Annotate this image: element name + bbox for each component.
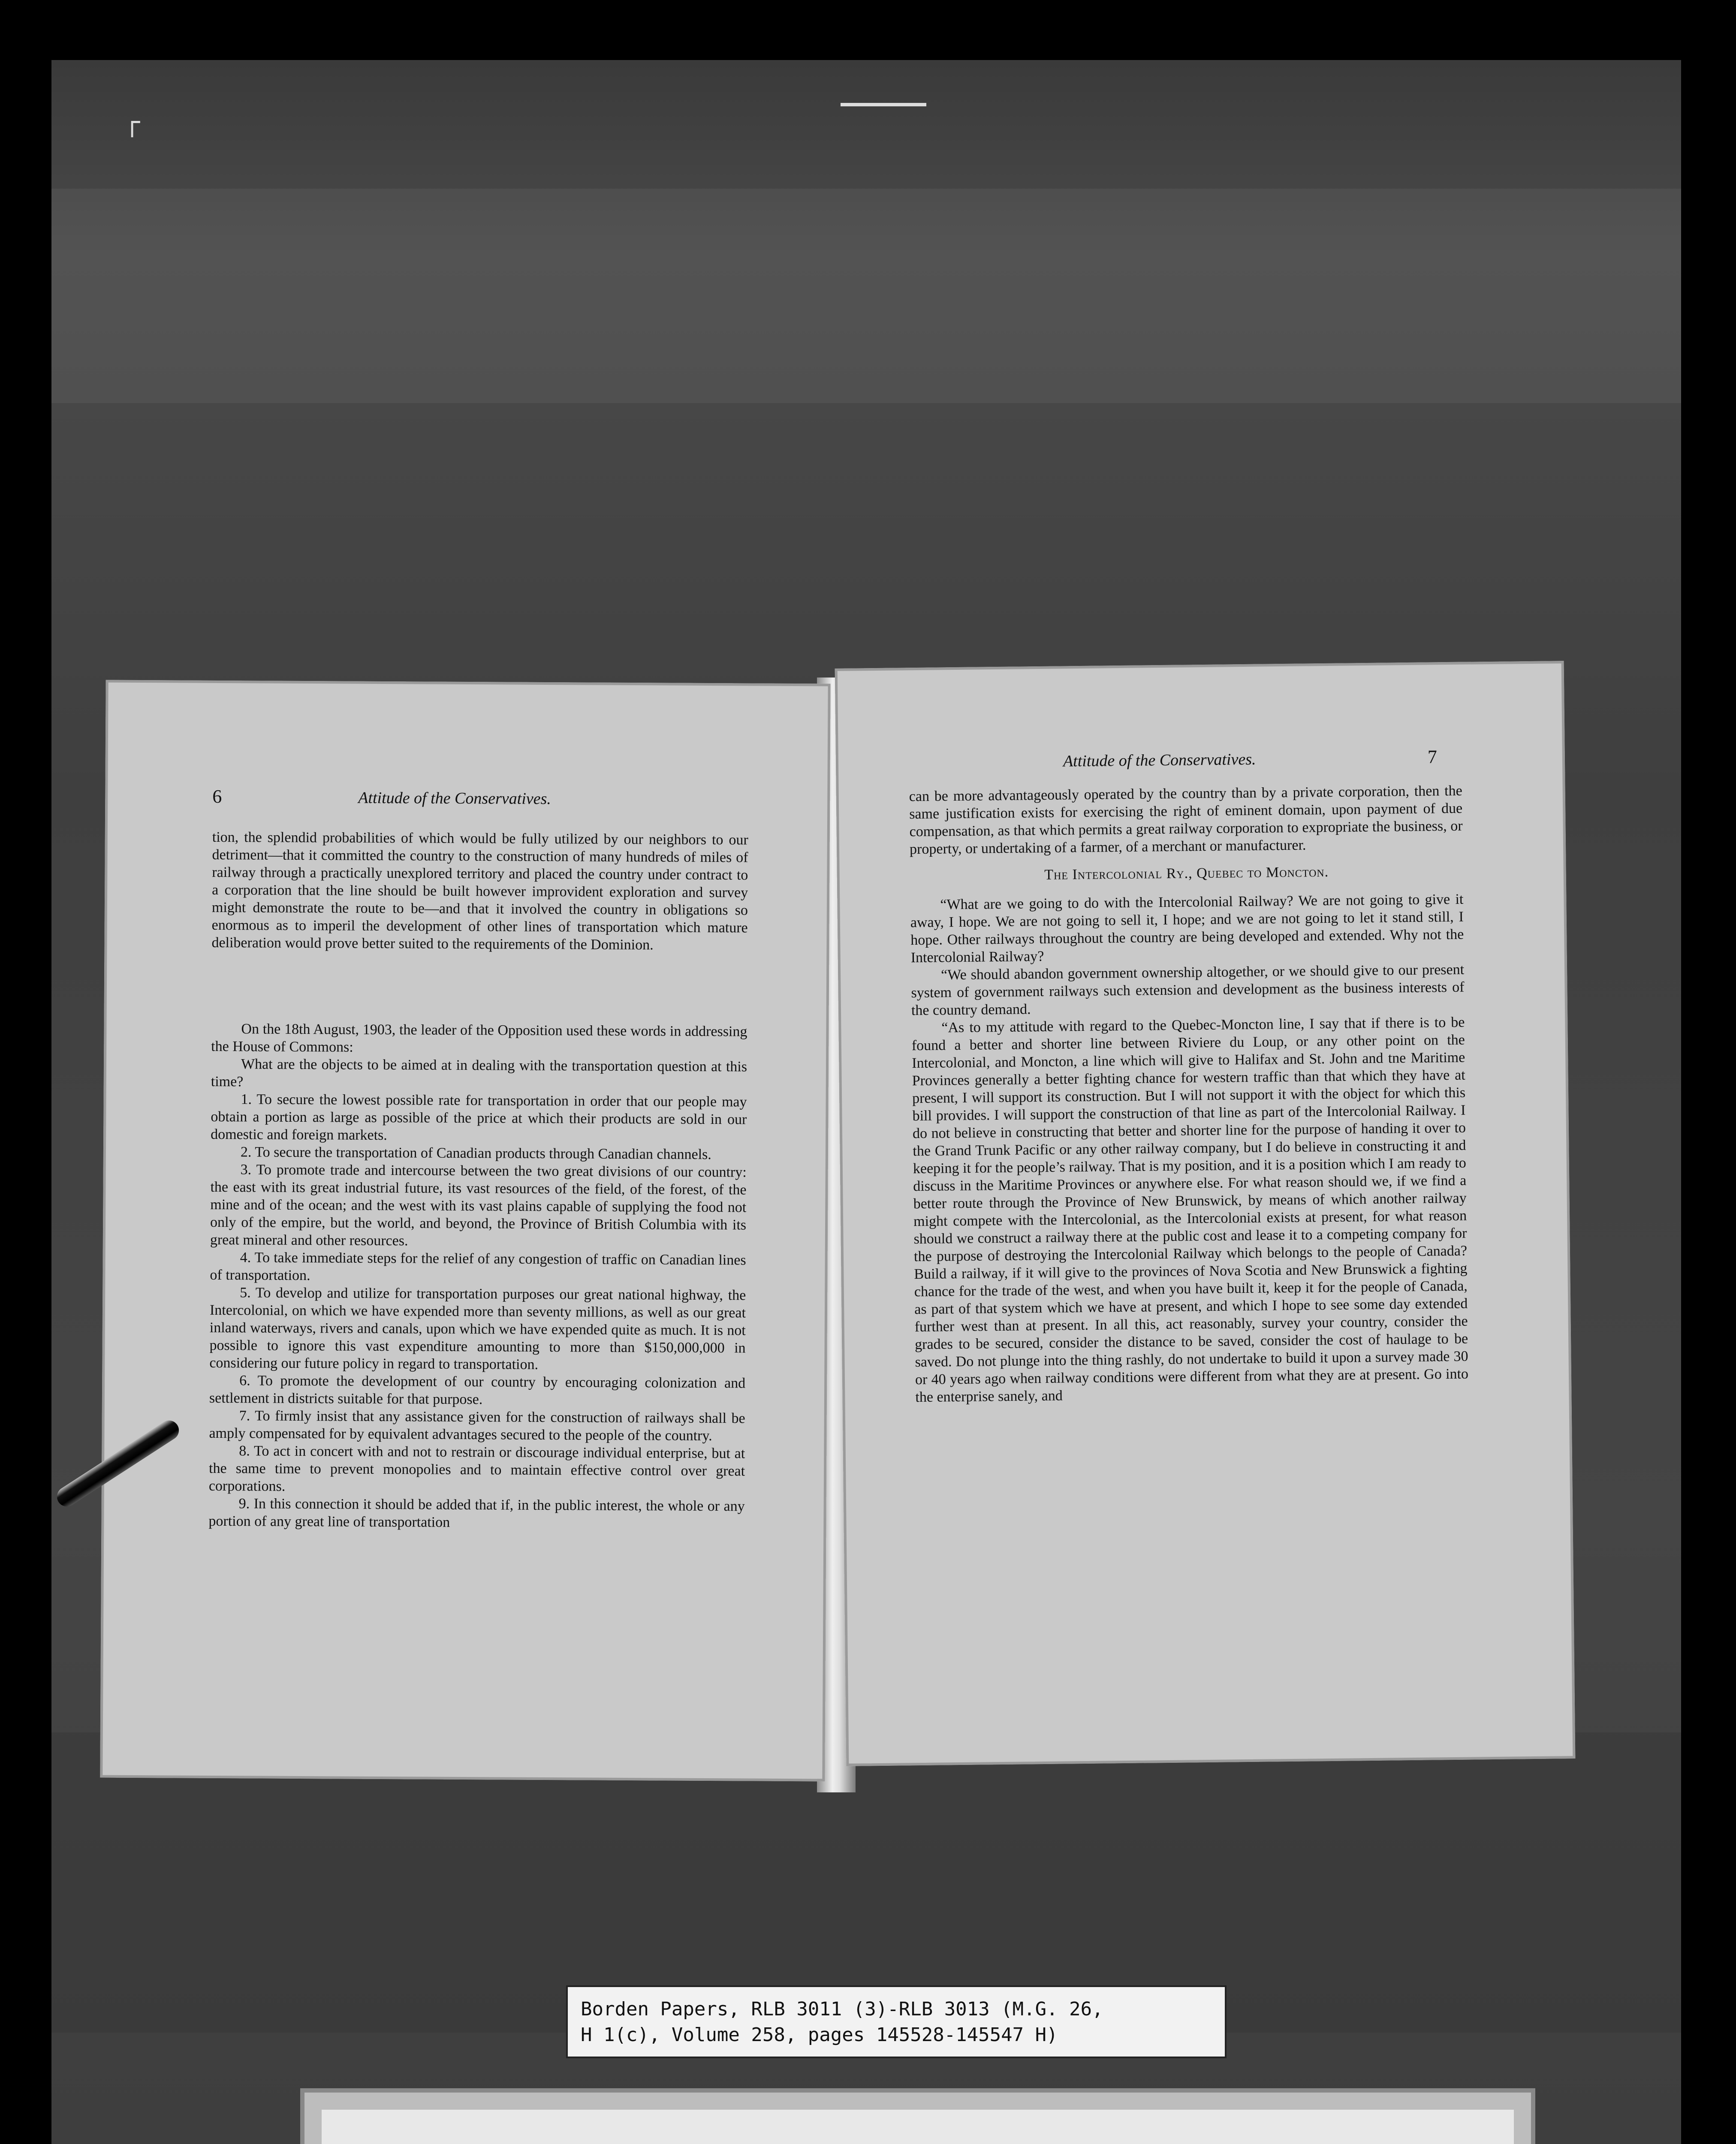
list-item: 3. To promote trade and intercourse between the two great divisions of our country: the east with its great industrial future, its vast resources of the field, of the forest, of the mine and of the ocean; and the west with its vast plains capable of supplying the food not only of the empire, but the world, and beyond, the Province of British Columbia with its great mineral and other resources. xyxy=(210,1162,747,1249)
paragraph: “As to my attitude with regard to the Quebec-Moncton line, I say that if there is to be found a better and shorter line between Riviere du Loup, or any other point on the Intercolonial, and Moncton, a line which will give to Halifax and St. John and tne Maritime Provinces generally a better fighting chance for western traffic than that which they have at present, I will support its construction. But I will not support it with the object for which this bill provides. I will support the construction of that line as part of the Intercolonial Railway. I do not believe in constructing that better and shorter line for the purpose of handing it over to the Grand Trunk Pacific or any other railway company, but I do believe in constructing it and keeping it for the people’s railway. That is my position, and it is a position which I am ready to discuss in the Maritime Provinces or anywhere else. For what reason should we, if we find a better route through the Province of New Brunswick, by means of which another railway might compete with the Intercolonial, as the Intercolonial exists at present, for what reason should we construct a railway there at the public cost and lease it to a competing company for the purpose of destroying the Intercolonial Railway which belongs to the people of Canada? Build a railway, if it will give to the provinces of Nova Scotia and New Brunswick a fighting chance for the trade of the west, and when you have built it, keep it for the people of Canada, as part of that system which we have at present, and which I hope to see some day extended further west than at present. In all this, act reasonably, survey your country, consider the grades to be secured, consider the distance to be saved, consider the cost of haulage to be saved. Do not plunge into the thing rashly, do not undertake to build it upon a survey made 30 or 40 years ago when railway conditions were different from what they are at present. Go into the enterprise sanely, and xyxy=(911,1014,1469,1406)
paragraph: “We should abandon government ownership altogether, or we should give to our present system of government railways such extension and development as the business interests of the country demand. xyxy=(911,961,1465,1019)
list-item: 2. To secure the transportation of Canadian products through Canadian channels. xyxy=(240,1144,711,1163)
running-head: Attitude of the Conservatives. xyxy=(1063,750,1256,771)
open-pamphlet xyxy=(47,647,1574,1827)
archives-card xyxy=(300,2088,1535,2144)
registration-mark-icon: ┌ xyxy=(124,107,140,137)
page-body xyxy=(208,828,748,1533)
list-item: 5. To develop and utilize for transportation purposes our great national highway, the Intercolonial, on which we have expended more than seventy millions, as well as our great inland waterways, rivers and canals, upon which we have expended quite as much. It is not possible to ignore this vast expenditure amounting to more than $150,000,000 in considering our future policy in regard to transportation. xyxy=(209,1285,746,1373)
list-item: 7. To firmly insist that any assistance given for the construction of railways shall be amply compensated for by equivalent advantages secured to the people of the country. xyxy=(209,1408,745,1444)
right-page xyxy=(835,661,1576,1766)
page-body xyxy=(909,782,1469,1406)
registration-mark-icon xyxy=(841,103,926,106)
paragraph: “What are we going to do with the Intercolonial Railway? We are not going to give it away, I hope. We are not going to sell it, I hope; and we are not going to let it stand still, I hope. Other railways throughout the country are being developed and extended. Why not the Intercolonial Railway? xyxy=(910,891,1464,966)
section-heading: The Intercolonial Ry., Quebec to Moncton. xyxy=(1044,864,1329,883)
page-number: 7 xyxy=(1427,746,1438,768)
list-item: 9. In this connection it should be added that if, in the public interest, the whole or any portion of any great line of transportation xyxy=(208,1496,745,1530)
left-page xyxy=(100,680,830,1782)
reference-line: H 1(c), Volume 258, pages 145528-145547 H) xyxy=(581,2024,1058,2046)
reference-line: Borden Papers, RLB 3011 (3)-RLB 3013 (M.G. 26, xyxy=(581,1998,1103,2020)
list-item: 6. To promote the development of our country by encouraging colonization and settlement in districts suitable for that purpose. xyxy=(209,1373,746,1408)
running-head: Attitude of the Conservatives. xyxy=(358,789,551,808)
reference-label xyxy=(566,1985,1227,2058)
page-number: 6 xyxy=(212,786,222,807)
exposure-band xyxy=(51,189,1681,403)
paragraph: tion, the splendid probabilities of which would be fully utilized by our neighbors to our detriment—that it committed the country to the construction of many hundreds of miles of railway through a practically unexplored territory and placed the country under contract to a corporation that the line should be built however improvident exploration and survey might demonstrate the route to be—and that it involved the country in obligations so enormous as to imperil the development of other lines of transportation which mature deliberation would prove better suited to the requirements of the Dominion. xyxy=(211,829,748,953)
list-item: 8. To act in concert with and not to restrain or discourage individual enterprise, but at the same time to prevent monopolies and to maintain effective control over great corporations. xyxy=(208,1443,745,1494)
paragraph: can be more advantageously operated by the country than by a private corporation, then the same justification exists for exercising the right of eminent domain, upon payment of due compensation, as that which permits a great railway corporation to expropriate the business, or property, or undertaking of a farmer, of a merchant or manufacturer. xyxy=(909,783,1463,858)
list-item: 4. To take immediate steps for the relief of any congestion of traffic on Canadian lines of transportation. xyxy=(210,1250,746,1284)
list-item: 1. To secure the lowest possible rate for transportation in order that our people may obtain a portion as large as possible of the price at which their products are sold in our domestic and foreign markets. xyxy=(211,1091,747,1144)
paragraph: What are the objects to be aimed at in dealing with the transportation question at this time? xyxy=(211,1056,747,1090)
paragraph: On the 18th August, 1903, the leader of the Opposition used these words in addressing the House of Commons: xyxy=(211,1021,747,1055)
